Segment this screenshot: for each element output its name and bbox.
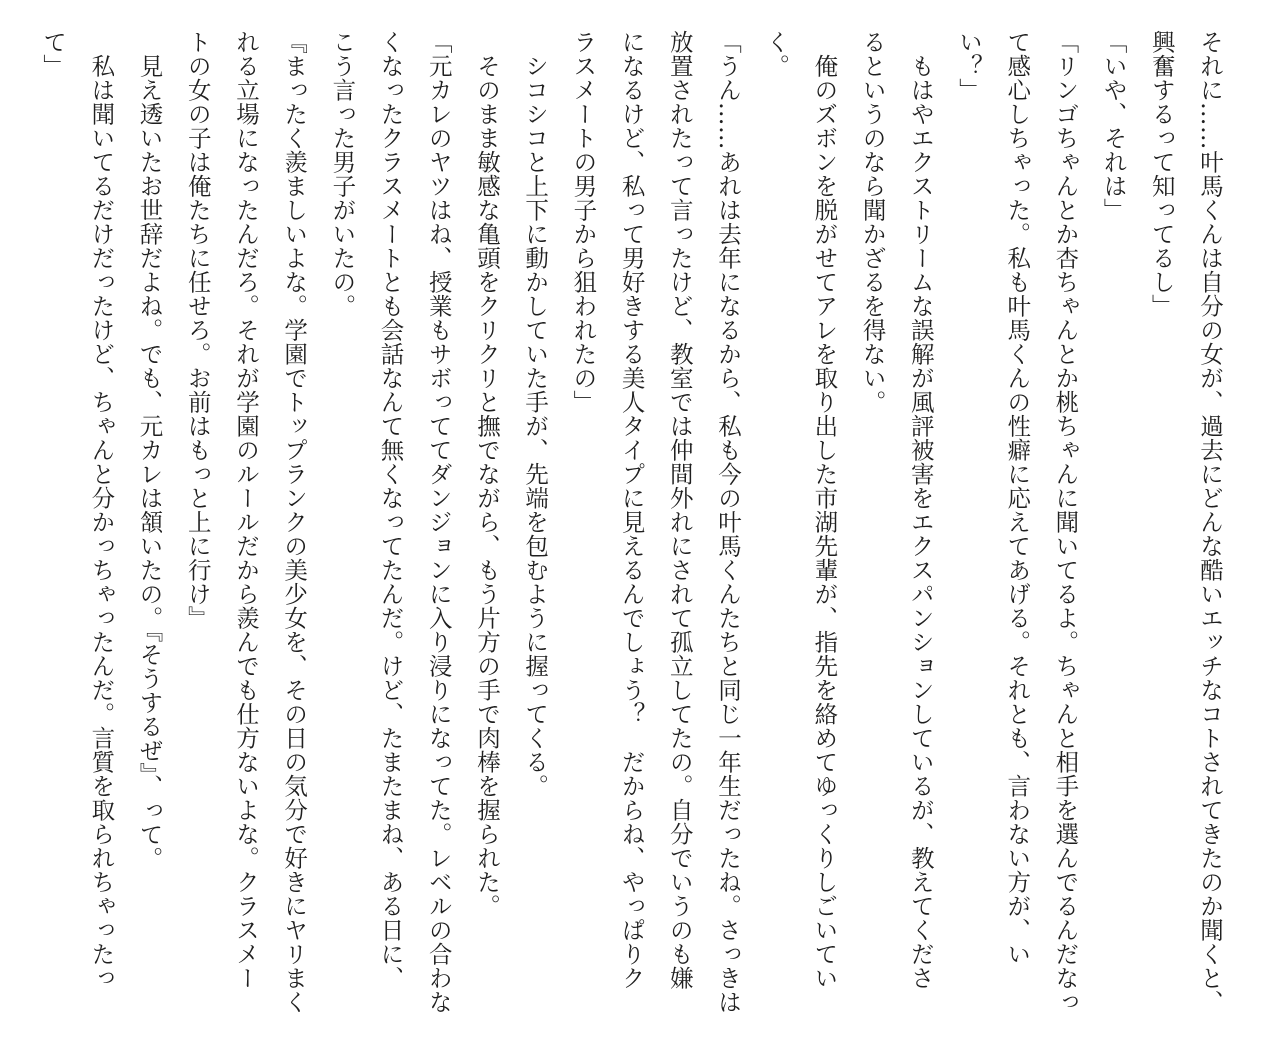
- text-line-21: れる立場になったんだろ。それが学園のルールだから羨んでも仕方ないよな。クラスメー: [231, 30, 260, 990]
- text-line-16: そのまま敏感な亀頭をクリクリと撫でながら、もう片方の手で肉棒を握られた。: [472, 30, 501, 918]
- text-line-4: 「リンゴちゃんとか杏ちゃんとか桃ちゃんに聞いてるよ。ちゃんと相手を選んでるんだなっ: [1051, 30, 1080, 1014]
- text-line-14: ラスメートの男子から狙われたの」: [569, 30, 598, 414]
- text-line-19: こう言った男子がいたの。: [328, 30, 357, 318]
- text-line-7: もはやエクストリームな誤解が風評被害をエクスパンションしているが、教えてくださ: [906, 30, 935, 990]
- text-line-15: シコシコと上下に動かしていた手が、先端を包むように握ってくる。: [521, 30, 550, 798]
- text-line-17: 「元カレのヤツはね、授業もサボっててダンジョンに入り浸りになってた。レベルの合わな: [424, 30, 453, 1014]
- text-line-25: て」: [39, 30, 68, 78]
- text-line-20: 『まったく羨ましいよな。学園でトップランクの美少女を、その日の気分で好きにヤリまく: [280, 30, 309, 1014]
- text-line-2: 興奮するって知ってるし」: [1147, 30, 1176, 318]
- text-line-1: それに……叶馬くんは自分の女が、過去にどんな酷いエッチなコトされてきたのか聞くと、: [1196, 30, 1224, 1014]
- text-line-23: 見え透いたお世辞だよね。でも、元カレは頷いたの。『そうするぜ』、って。: [135, 30, 164, 871]
- vertical-text-body: [29, 30, 1234, 1040]
- text-line-8: るというのなら聞かざるを得ない。: [858, 30, 887, 414]
- text-line-22: トの女の子は俺たちに任せろ。お前はもっと上に行け』: [183, 30, 212, 630]
- text-line-18: くなったクラスメートとも会話なんて無くなってたんだ。けど、たまたまね、ある日に、: [376, 30, 405, 990]
- text-line-5: て感心しちゃった。私も叶馬くんの性癖に応えてあげる。それとも、言わない方が、い: [1003, 30, 1032, 966]
- text-line-12: 放置されたって言ったけど、教室では仲間外れにされて孤立してたの。自分でいうのも嫌: [665, 30, 694, 990]
- text-line-9: 俺のズボンを脱がせてアレを取り出した市湖先輩が、指先を絡めてゆっくりしごいてい: [810, 30, 839, 990]
- text-line-13: になるけど、私って男好きする美人タイプに見えるんでしょう？ だからね、やっぱりク: [617, 30, 646, 990]
- text-line-10: く。: [762, 30, 791, 78]
- text-line-6: い？」: [954, 30, 983, 102]
- text-line-3: 「いや、それは」: [1099, 30, 1128, 222]
- text-line-11: 「うん……あれは去年になるから、私も今の叶馬くんたちと同じ一年生だったね。さっきは: [713, 30, 742, 1014]
- text-line-24: 私は聞いてるだけだったけど、ちゃんと分かっちゃったんだ。言質を取られちゃったっ: [87, 30, 116, 990]
